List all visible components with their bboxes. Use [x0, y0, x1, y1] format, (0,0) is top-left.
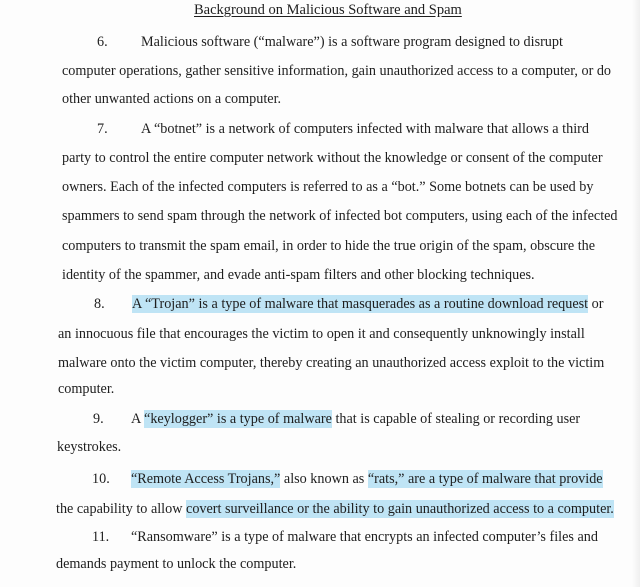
paragraph-number: 11. [92, 529, 110, 545]
paragraph-9-line-2: keystrokes. [57, 439, 122, 455]
paragraph-text: Malicious software (“malware”) is a software program designed to disrupt [141, 34, 563, 50]
paragraph-6-line-3: other unwanted actions on a computer. [62, 91, 282, 107]
paragraph-7-line-3: owners. Each of the infected computers is referred to as a “bot.” Some botnets can be used by [62, 179, 594, 195]
paragraph-number: 9. [93, 411, 104, 427]
highlighted-text: “Remote Access Trojans,” [131, 471, 281, 487]
paragraph-number: 7. [97, 121, 108, 137]
paragraph-8-line-3: malware onto the victim computer, thereby creating an unauthorized access exploit to the victim [58, 355, 605, 371]
highlighted-text: “rats,” are a type of malware that provide [367, 471, 603, 487]
paragraph-text: the capability to allow [56, 501, 187, 517]
paragraph-number: 10. [92, 471, 110, 487]
paragraph-6-line-1 [97, 34, 563, 51]
highlighted-text: A “Trojan” is a type of malware that masquerades as a routine download request [132, 296, 589, 312]
paragraph-7-line-4: spammers to send spam through the network of infected bot computers, using each of the infected [62, 208, 618, 224]
paragraph-text: also known as [280, 471, 368, 487]
scan-edge-shadow [632, 0, 640, 587]
highlighted-text: covert surveillance or the ability to gain unauthorized access to a computer. [186, 501, 614, 517]
paragraph-9-line-1 [93, 411, 580, 428]
paragraph-text: A “botnet” is a network of computers infected with malware that allows a third [141, 121, 589, 137]
paragraph-8-line-2: an innocuous file that encourages the victim to open it and consequently unknowingly install [58, 326, 585, 342]
paragraph-8-line-4: computer. [58, 381, 115, 397]
paragraph-7-line-2: party to control the entire computer network without the knowledge or consent of the computer [62, 150, 603, 166]
paragraph-text: “Ransomware” is a type of malware that encrypts an infected computer’s files and [131, 529, 598, 545]
highlighted-text: “keylogger” is a type of malware [144, 411, 332, 427]
paragraph-7-line-5: computers to transmit the spam email, in order to hide the true origin of the spam, obscure the [62, 238, 596, 254]
paragraph-number: 6. [97, 34, 108, 50]
paragraph-11-line-2: demands payment to unlock the computer. [56, 556, 297, 572]
section-heading: Background on Malicious Software and Spam [194, 2, 462, 18]
paragraph-7-line-6: identity of the spammer, and evade anti-spam filters and other blocking techniques. [62, 267, 535, 283]
paragraph-10-line-1 [92, 471, 603, 488]
paragraph-text: that is capable of stealing or recording user [331, 411, 581, 427]
paragraph-number: 8. [94, 296, 105, 312]
paragraph-11-line-1 [92, 529, 598, 546]
paragraph-7-line-1 [97, 121, 589, 138]
paragraph-8-line-1 [94, 296, 603, 313]
paragraph-text: A [131, 411, 145, 427]
paragraph-text: or [588, 296, 604, 312]
paragraph-10-line-2 [56, 501, 614, 518]
paragraph-6-line-2: computer operations, gather sensitive information, gain unauthorized access to a computer, or do [62, 63, 612, 79]
